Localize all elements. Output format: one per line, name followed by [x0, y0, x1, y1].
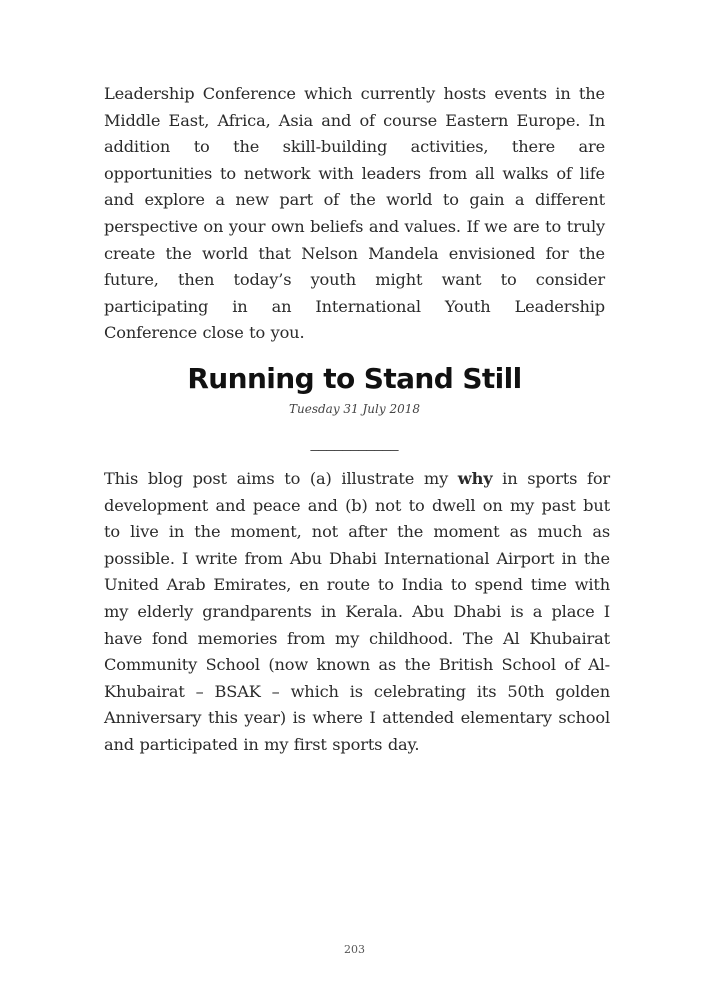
intro-paragraph: Leadership Conference which currently hosts events in the Middle East, Africa, Asia and of course Eastern Europe. In addition to the skill-building activities, there are opportunities to network with leaders from all walks of life and explore a new part of the world to gain a different perspective on your own beliefs and values. If we are to truly create the world that Nelson Mandela envisioned for the future, then today’s youth might want to consider participating in an International Youth Leadership Conference close to you. — [104, 84, 605, 343]
body-text-rest: in sports for development and peace and (b) not to dwell on my past but to live in the moment, not after the moment as much as possible. I write from Abu Dhabi International Airport in the United Arab Emirates, en route to India to spend time with my elderly grandparents in Kerala. Abu Dhabi is a place I have fond memories from my childhood. The Al Khubairat Community School (now known as the British School of Al-Khubairat – BSAK – which is celebrating its 50th golden Anniversary this year) is where I attended elementary school and participated in my first sports day. — [104, 469, 611, 754]
post-date: Tuesday 31 July 2018 — [288, 402, 420, 416]
separator-line: ___________ — [310, 436, 399, 453]
post-title: Running to Stand Still — [187, 362, 522, 395]
body-text-start: This blog post aims to (a) illustrate my — [104, 469, 458, 488]
page-number: 203 — [344, 943, 365, 956]
body-bold-word: why — [457, 469, 493, 488]
post-body-paragraph — [104, 466, 610, 759]
